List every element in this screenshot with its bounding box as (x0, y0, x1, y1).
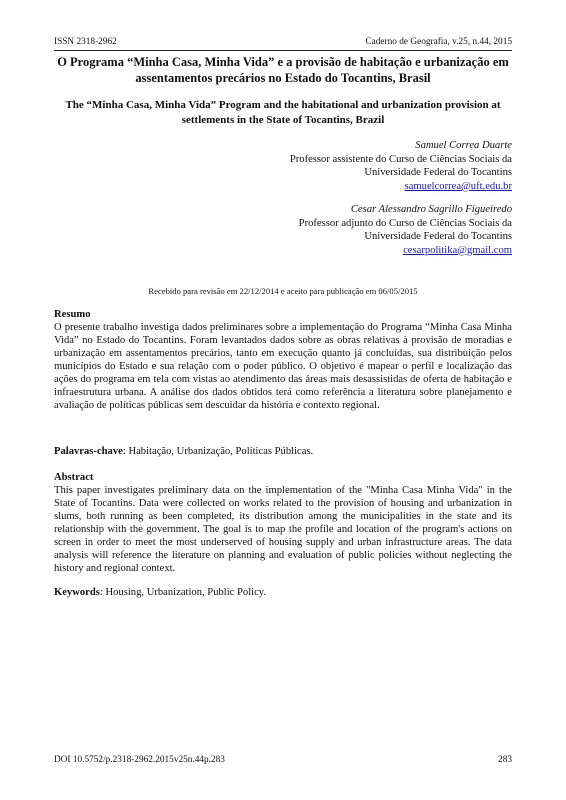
author-institution: Universidade Federal do Tocantins (364, 167, 512, 179)
resumo-heading: Resumo (54, 309, 91, 320)
author-name: Cesar Alessandro Sagrillo Figueiredo (350, 204, 512, 215)
author-block-2 (299, 203, 512, 257)
abstract-section (54, 471, 512, 575)
keywords-label: Keywords (54, 587, 100, 598)
title-portuguese: O Programa “Minha Casa, Minha Vida” e a provisão de habitação e urbanização em assentamentos precários no Estado do Tocantins, Brasil (57, 55, 509, 85)
author-email-link[interactable]: samuelcorrea@uft.edu.br (404, 180, 512, 192)
keywords-line (54, 586, 512, 599)
palavras-chave-text: : Habitação, Urbanização, Políticas Públicas. (122, 446, 314, 457)
author-email-link[interactable]: cesarpolitika@gmail.com (403, 244, 512, 256)
abstract-heading: Abstract (54, 472, 94, 483)
resumo-text: O presente trabalho investiga dados preliminares sobre a implementação do Programa “Minha Casa Minha Vida” no Estado do Tocantins. Foram levantados dados sobre as obras relativas à provisão de moradias e urbanização em assentamentos precários, tanto em execução quanto já concluídas, sua distribuição pelos municípios do Estado e sua relação com o poder público. O objetivo é mapear o perfil e localização das ações do programa em tela com vistas ao atendimento das áreas mais desassistidas de oferta de habitação e infraestrutura urbana. A análise dos dados obtidos terá como referência a literatura sobre planejamento e avaliação de políticas públicas sem descuidar da história e contexto regional. (54, 322, 512, 412)
doi: DOI 10.5752/p.2318-2962.2015v25n.44p.283 (54, 755, 225, 765)
palavras-chave-label: Palavras-chave (54, 446, 123, 457)
author-institution: Universidade Federal do Tocantins (364, 231, 512, 243)
abstract-text: This paper investigates preliminary data on the implementation of the "Minha Casa Minha Vida" in the State of Tocantins. Data were collected on works related to the provision of housing and urbanization in slums, both running as been completed, its distribution among the municipalities in the state and its relationship with the government. The goal is to map the profile and location of the program's actions on screen in order to meet the most underserved of housing supply and urban infrastructure areas. The data analysis will reference the literature on planning and evaluation of public policies without neglecting the history and regional context. (54, 485, 512, 575)
keywords-text: : Housing, Urbanization, Public Policy. (99, 587, 267, 598)
page-number: 283 (498, 755, 512, 765)
issn: ISSN 2318-2962 (54, 37, 117, 47)
running-header (54, 36, 512, 51)
resumo-section (54, 308, 512, 412)
author-position: Professor assistente do Curso de Ciências Sociais da (289, 153, 512, 165)
author-name: Samuel Correa Duarte (415, 140, 512, 151)
title-english: The “Minha Casa, Minha Vida” Program and the habitational and urbanization provision at settlements in the State of Tocantins, Brazil (65, 99, 501, 126)
author-block-1 (290, 139, 512, 193)
page-footer (54, 754, 512, 766)
journal-citation: Caderno de Geografia, v.25, n.44, 2015 (365, 37, 512, 47)
author-position: Professor adjunto do Curso de Ciências Sociais da (298, 217, 512, 229)
palavras-chave-line (54, 445, 512, 458)
received-date-note: Recebido para revisão em 22/12/2014 e aceito para publicação em 06/05/2015 (148, 286, 418, 296)
